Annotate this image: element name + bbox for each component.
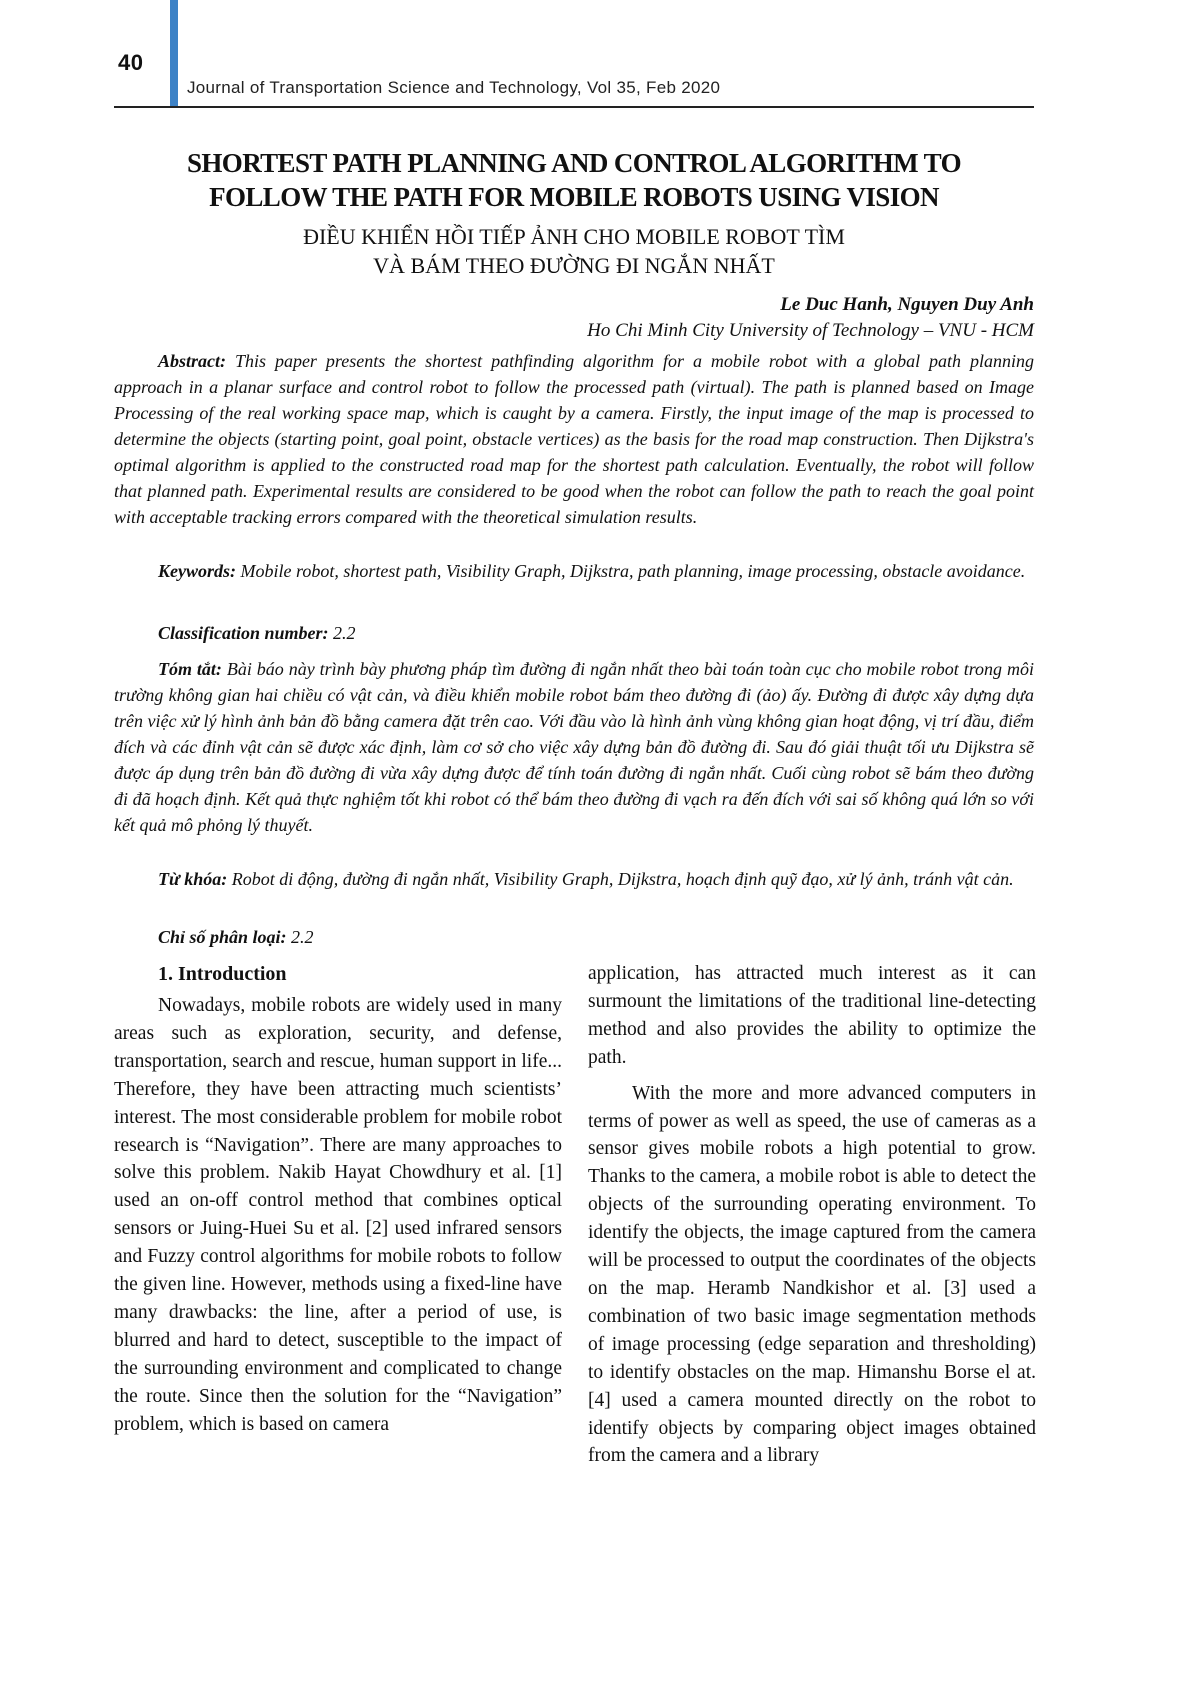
page-number: 40 bbox=[118, 50, 144, 75]
paper-title-vn-line-1: ĐIỀU KHIỂN HỒI TIẾP ẢNH CHO MOBILE ROBOT TÌM bbox=[303, 224, 845, 249]
tom-tat-text: Bài báo này trình bày phương pháp tìm đường đi ngắn nhất theo bài toán toàn cục cho mobile robot trong môi trường không gian hai chiều có vật cản, và điều khiển mobile robot bám theo đường đi (ảo) ấy. Đường đi được xây dựng dựa trên việc xử lý hình ảnh bản đồ bằng camera đặt trên cao. Với đầu vào là hình ảnh vùng không gian hoạt động, vị trí đầu, điểm đích và các đỉnh vật cản sẽ được xác định, làm cơ sở cho việc xây dựng bản đồ đường đi. Sau đó giải thuật tối ưu Dijkstra sẽ được áp dụng trên bản đồ đường đi vừa xây dựng được để tính toán đường đi ngắn nhất. Cuối cùng robot sẽ bám theo đường đi đã hoạch định. Kết quả thực nghiệm tốt khi robot có thể bám theo đường đi vạch ra đến đích với sai số không quá lớn so với kết quả mô phỏng lý thuyết. bbox=[114, 659, 1034, 835]
keywords-label: Keywords: bbox=[158, 561, 236, 581]
abstract-text: This paper presents the shortest pathfinding algorithm for a mobile robot with a global path planning approach in a planar surface and control robot to follow the processed path (virtual). The path is planned based on Image Processing of the real working space map, which is caught by a camera. Firstly, the input image of the map is processed to determine the objects (starting point, goal point, obstacle vertices) as the basis for the road map construction. Then Dijkstra's optimal algorithm is applied to the constructed road map for the shortest path calculation. Eventually, the robot will follow that planned path. Experimental results are considered to be good when the robot can follow the path to reach the goal point with acceptable tracking errors compared with the theoretical simulation results. bbox=[114, 351, 1034, 527]
abstract bbox=[114, 348, 1034, 530]
paper-title-line-2: FOLLOW THE PATH FOR MOBILE ROBOTS USING VISION bbox=[209, 182, 939, 212]
paper-title-line-1: SHORTEST PATH PLANNING AND CONTROL ALGORITHM TO bbox=[186, 148, 961, 178]
abstract-label: Abstract: bbox=[158, 351, 227, 371]
paper-title bbox=[114, 146, 1034, 214]
introduction-paragraph-1: Nowadays, mobile robots are widely used in many areas such as exploration, security, and defense, transportation, search and rescue, human support in life... Therefore, they have been attracting much scientists’ interest. The most considerable problem for mobile robot research is “Navigation”. There are many approaches to solve this problem. Nakib Hayat Chowdhury et al. [1] used an on-off control method that combines optical sensors or Juing-Huei Su et al. [2] used infrared sensors and Fuzzy control algorithms for mobile robots to follow the given line. However, methods using a fixed-line have many drawbacks: the line, after a period of use, is blurred and hard to detect, susceptible to the impact of the surrounding environment and complicated to change the route. Since then the solution for the “Navigation” problem, which is based on camera bbox=[114, 995, 562, 1435]
keywords-text: Mobile robot, shortest path, Visibility Graph, Dijkstra, path planning, image processing, obstacle avoidance. bbox=[236, 561, 1026, 581]
authors: Le Duc Hanh, Nguyen Duy Anh bbox=[780, 294, 1034, 315]
affiliation: Ho Chi Minh City University of Technology – VNU - HCM bbox=[587, 320, 1034, 341]
tu-khoa-text: Robot di động, đường đi ngắn nhất, Visibility Graph, Dijkstra, hoạch định quỹ đạo, xử lý ảnh, tránh vật cản. bbox=[227, 869, 1014, 889]
tom-tat-label: Tóm tắt: bbox=[158, 659, 222, 679]
classification-label: Classification number: bbox=[158, 623, 329, 643]
introduction-paragraph-2: application, has attracted much interest as it can surmount the limitations of the traditional line-detecting method and also provides the ability to optimize the path. bbox=[588, 963, 1036, 1068]
paper-title-vn-line-2: VÀ BÁM THEO ĐƯỜNG ĐI NGẮN NHẤT bbox=[373, 253, 775, 278]
tu-khoa bbox=[114, 866, 1034, 892]
keywords bbox=[114, 558, 1034, 584]
section-heading-introduction: 1. Introduction bbox=[158, 963, 287, 985]
chi-so-text: 2.2 bbox=[286, 927, 314, 947]
tom-tat bbox=[114, 656, 1034, 838]
right-column bbox=[588, 960, 1036, 1470]
paper-title-vietnamese bbox=[114, 222, 1034, 280]
chi-so-phan-loai bbox=[114, 924, 1034, 950]
introduction-paragraph-3: With the more and more advanced computers in terms of power as well as speed, the use of cameras as a sensor gives mobile robots a high potential to grow. Thanks to the camera, a mobile robot is able to detect the objects of the surrounding operating environment. To identify the objects, the image captured from the camera will be processed to output the coordinates of the objects on the map. Heramb Nandkishor et al. [3] used a combination of two basic image segmentation methods of image processing (edge separation and thresholding) to identify obstacles on the map. Himanshu Borse el at. [4] used a camera mounted directly on the robot to identify objects by comparing object images obtained from the camera and a library bbox=[588, 1082, 1036, 1467]
header-divider bbox=[114, 106, 1034, 108]
chi-so-label: Chỉ số phân loại: bbox=[158, 927, 287, 947]
classification bbox=[114, 620, 1034, 646]
header-accent-bar bbox=[170, 0, 178, 106]
classification-text: 2.2 bbox=[328, 623, 356, 643]
tu-khoa-label: Từ khóa: bbox=[158, 869, 228, 889]
paragraph-spacer bbox=[588, 1072, 1036, 1080]
journal-citation: Journal of Transportation Science and Technology, Vol 35, Feb 2020 bbox=[187, 78, 721, 97]
left-column bbox=[114, 960, 562, 1439]
